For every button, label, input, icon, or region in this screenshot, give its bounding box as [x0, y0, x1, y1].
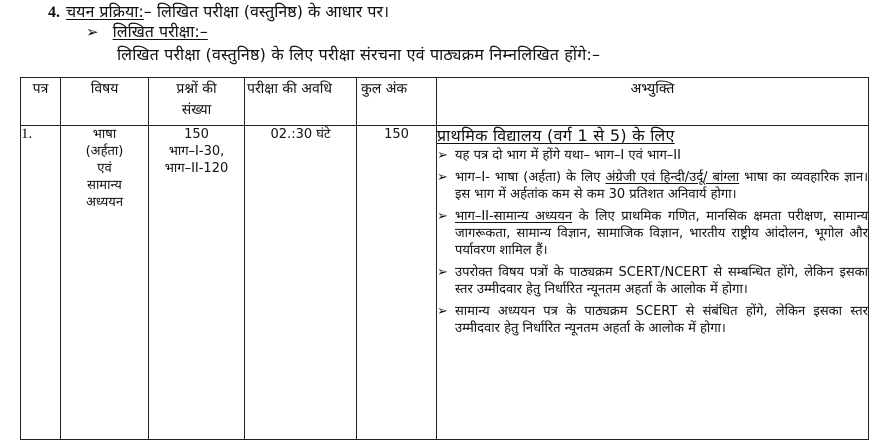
subject-line: एवं [97, 161, 112, 176]
point-text-underlined: अंग्रेजी एवं हिन्दी/उर्दू/ बांग्ला [605, 170, 740, 185]
arrow-bullet-icon: ➢ [437, 265, 448, 280]
subject-line: भाषा [92, 127, 117, 142]
remarks-point [437, 147, 868, 164]
arrow-bullet-icon: ➢ [437, 170, 448, 185]
header-subject: विषय [61, 78, 149, 126]
point-text: भाग–I- भाषा (अर्हता) के लिए [455, 170, 606, 185]
subject-line: सामान्य [87, 178, 122, 193]
remarks-cell [437, 126, 869, 440]
table-header-row [21, 78, 869, 126]
remarks-point [437, 303, 868, 337]
section-number: 4. [48, 4, 60, 21]
header-question-count [149, 78, 245, 126]
section-heading [48, 2, 389, 23]
arrow-bullet-icon: ➢ [437, 148, 448, 163]
question-count-line: 150 [184, 127, 209, 142]
remarks-point [437, 169, 868, 203]
table-row [21, 126, 869, 440]
subsection-heading [86, 22, 208, 42]
header-question-count-line2: संख्या [181, 102, 212, 118]
point-text: भाषा का व्यवहारिक ज्ञान। इस भाग में अर्हतांक कम से कम 30 प्रतिशत अनिवार्य होगा। [455, 170, 869, 202]
arrow-bullet-icon: ➢ [86, 23, 99, 41]
subsection-title: लिखित परीक्षा:– [112, 22, 208, 41]
remarks-list [437, 147, 868, 337]
remarks-point [437, 208, 868, 259]
header-question-count-line1: प्रश्नों की [176, 81, 217, 97]
header-duration: परीक्षा की अवधि [245, 78, 357, 126]
section-title: चयन प्रक्रिया: [66, 2, 144, 21]
point-text: के लिए प्राथमिक गणित, मानसिक क्षमता परीक्षण, सामान्य जागरूकता, सामान्य विज्ञान, सामाजिक विज्ञान, भारतीय राष्ट्रीय आंदोलन, भूगोल और पर्यावरण शामिल हैं। [455, 209, 868, 258]
duration-cell: 02.:30 घंटे [245, 126, 357, 440]
section-title-rest: – लिखित परीक्षा (वस्तुनिष्ठ) के आधार पर। [143, 2, 390, 21]
exam-structure-table [20, 77, 869, 440]
subject-cell [61, 126, 149, 440]
header-marks: कुल अंक [357, 78, 437, 126]
marks-cell: 150 [357, 126, 437, 440]
arrow-bullet-icon: ➢ [437, 209, 448, 224]
point-text: उपरोक्त विषय पत्रों के पाठ्यक्रम SCERT/NCERT से सम्बन्धित होंगे, लेकिन इसका स्तर उम्मीदवार हेतु निर्धारित न्यूनतम अहर्ता के आलोक में होगा। [455, 265, 868, 297]
header-remarks: अभ्युक्ति [437, 78, 869, 126]
paper-number: 1. [21, 126, 61, 440]
subject-line: (अर्हता) [85, 144, 124, 159]
question-count-line: भाग–II-120 [164, 161, 229, 176]
question-count-line: भाग–I-30, [168, 144, 225, 159]
point-text: यह पत्र दो भाग में होंगे यथा– भाग–I एवं भाग–II [455, 148, 681, 163]
header-paper: पत्र [21, 78, 61, 126]
point-text-underlined: भाग–II-सामान्य अध्ययन [455, 209, 573, 224]
remarks-title: प्राथमिक विद्यालय (वर्ग 1 से 5) के लिए [437, 126, 675, 145]
point-text: सामान्य अध्ययन पत्र के पाठ्यक्रम SCERT से संबंधित होंगे, लेकिन इसका स्तर उम्मीदवार हेतु निर्धारित न्यूनतम अहर्ता के आलोक में होगा। [455, 304, 868, 336]
subject-line: अध्ययन [85, 195, 124, 210]
question-count-cell [149, 126, 245, 440]
arrow-bullet-icon: ➢ [437, 304, 448, 319]
intro-text: लिखित परीक्षा (वस्तुनिष्ठ) के लिए परीक्षा संरचना एवं पाठ्यक्रम निम्नलिखित होंगे:– [117, 45, 601, 64]
remarks-point [437, 264, 868, 298]
